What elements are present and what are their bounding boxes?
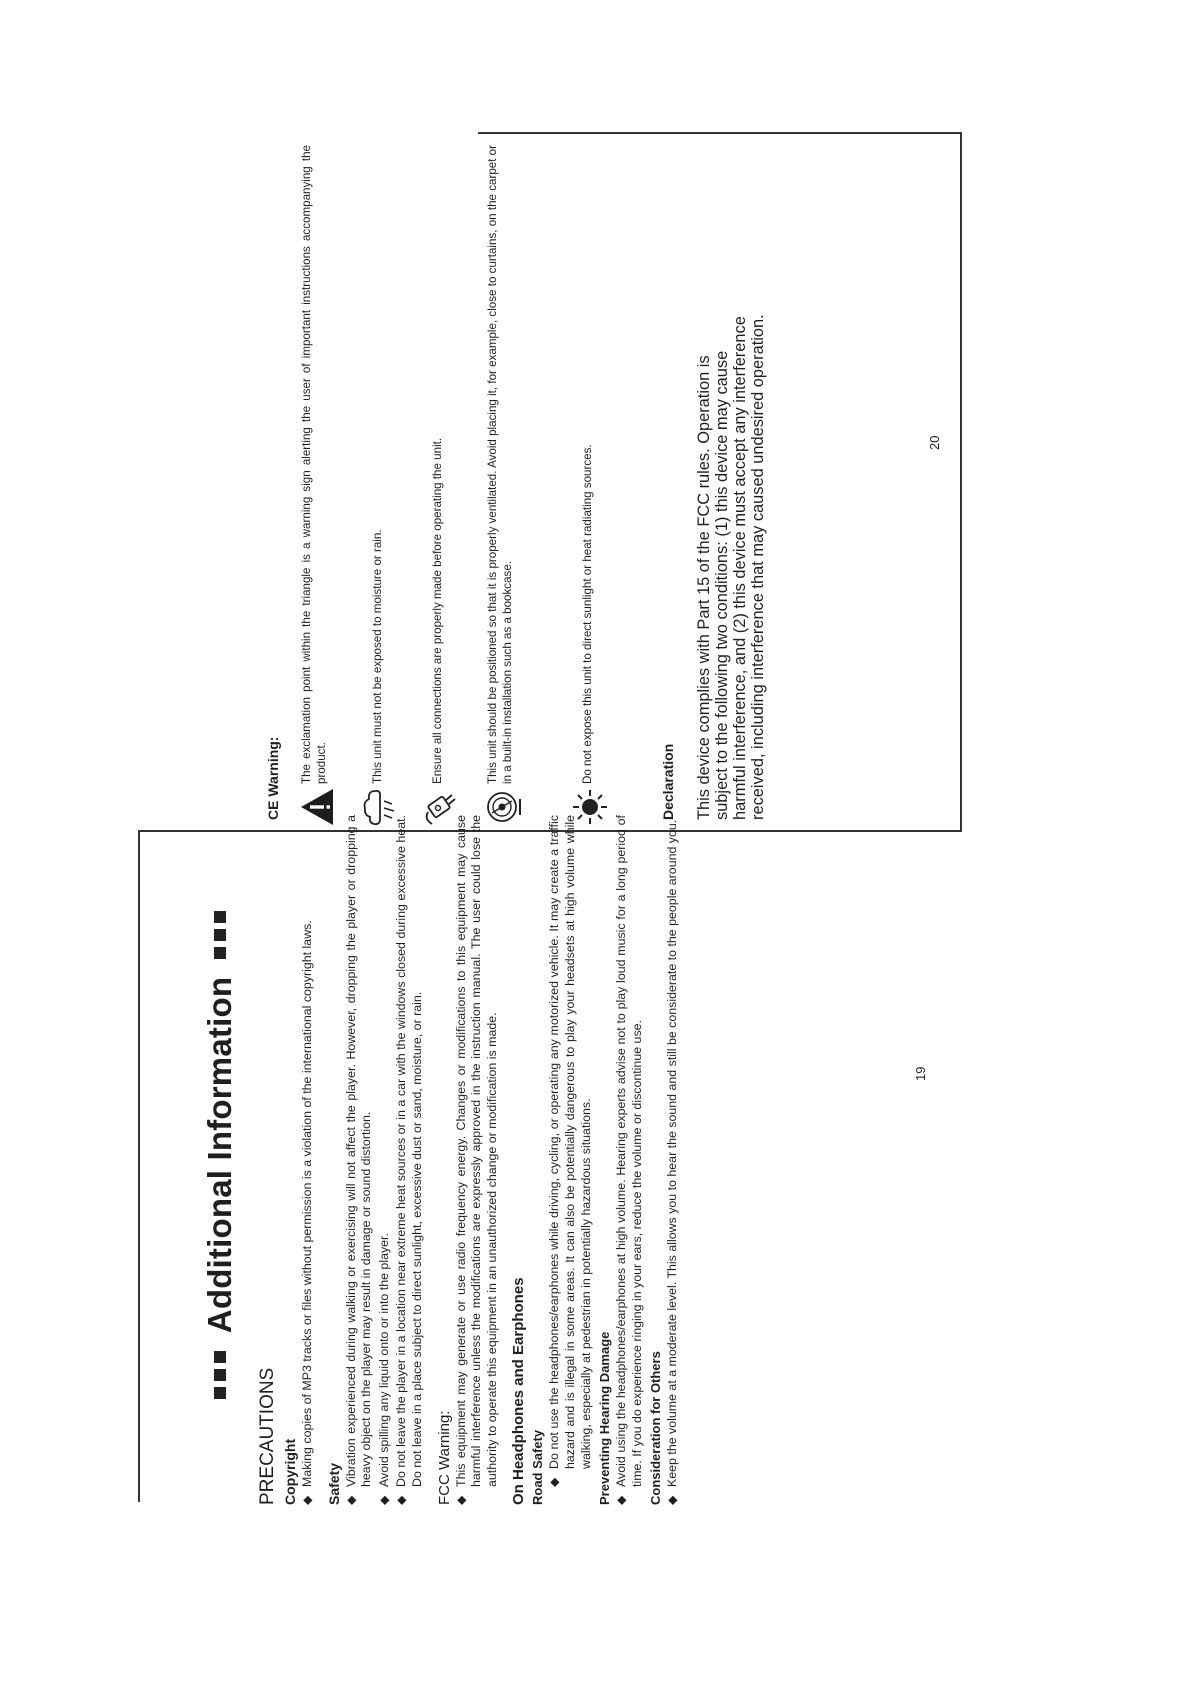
fcc-item-text: This equipment may generate or use radio frequency energy. Changes or modifications to this equipment may cause harmful interference unless the modifications are expressly approved in the instruction manual. The user could lose the authority to operate this equipment in an unauthorized change or modification is made. bbox=[453, 815, 499, 1487]
page-title: Additional Information bbox=[201, 976, 238, 1334]
safety-item-text: Avoid spilling any liquid onto or into the player. bbox=[376, 1233, 391, 1487]
frame-top-left-line bbox=[138, 830, 140, 1502]
safety-item-text: Vibration experienced during walking or exercising will not affect the player. However, dropping the player or dropping a heavy object on the player may result in damage or sound distortion. bbox=[343, 815, 374, 1487]
diamond-bullet-icon: ◆ bbox=[376, 1495, 391, 1505]
header-squares-left bbox=[214, 1351, 226, 1399]
headphones-heading: On Headphones and Earphones bbox=[510, 1277, 528, 1505]
precautions-heading: PRECAUTIONS bbox=[257, 1367, 278, 1505]
right-page bbox=[265, 145, 1065, 830]
rain-cloud-icon bbox=[360, 784, 400, 830]
left-page bbox=[197, 805, 997, 1505]
fcc-heading: FCC Warning: bbox=[435, 1410, 453, 1505]
hearing-damage-heading: Preventing Hearing Damage bbox=[597, 1331, 613, 1505]
ce-warning-heading: CE Warning: bbox=[265, 736, 281, 820]
list-item bbox=[360, 145, 400, 830]
list-item bbox=[483, 145, 523, 830]
list-item bbox=[614, 815, 645, 1505]
plug-connection-icon bbox=[420, 784, 460, 830]
diamond-bullet-icon: ◆ bbox=[343, 1495, 358, 1505]
list-item bbox=[377, 815, 393, 1505]
list-item bbox=[394, 815, 425, 1505]
safety-item-text: Do not leave the player in a location near extreme heat sources or in a car with the windows closed during excessive heat. Do not leave in a place subject to direct sunlight, excessive dust or sand, moisture, or rain. bbox=[394, 815, 424, 1487]
hearing-item-text: Avoid using the headphones/earphones at high volume. Hearing experts advise not to play loud music for a long period of time. If you do experience ringing in your ears, reduce the volume or discontinue use. bbox=[614, 815, 644, 1487]
diamond-bullet-icon: ◆ bbox=[665, 1495, 680, 1505]
ce-item-text: This unit must not be exposed to moisture or rain. bbox=[371, 529, 384, 784]
ce-item-text: The exclamation point within the triangle is a warning sign alerting the user of important instructions accompanying the product. bbox=[300, 145, 328, 784]
consideration-heading: Consideration for Others bbox=[648, 1351, 664, 1505]
page-header bbox=[197, 805, 243, 1505]
road-safety-heading: Road Safety bbox=[530, 1429, 546, 1505]
declaration-heading: Declaration bbox=[660, 743, 676, 820]
ventilation-fan-icon bbox=[483, 784, 523, 830]
list-item bbox=[300, 815, 316, 1505]
declaration-text: This device complies with Part 15 of the FCC rules. Operation is subject to the following two conditions: (1) this device may cause harmful interference, and (2) this device must accept any interference received, including interference that may caused undesired operation. bbox=[695, 314, 767, 820]
header-squares-right bbox=[214, 911, 226, 959]
precautions-section bbox=[257, 815, 683, 1505]
diamond-bullet-icon: ◆ bbox=[394, 1495, 409, 1505]
ce-item-text: Do not expose this unit to direct sunlight or heat radiating sources. bbox=[581, 444, 594, 784]
frame-right-page-side-line bbox=[478, 132, 962, 134]
list-item bbox=[297, 145, 337, 830]
list-item bbox=[344, 815, 375, 1505]
list-item bbox=[420, 145, 460, 830]
page-number-right: 20 bbox=[927, 435, 942, 450]
diamond-bullet-icon: ◆ bbox=[547, 1477, 562, 1487]
diamond-bullet-icon: ◆ bbox=[453, 1495, 468, 1505]
safety-heading: Safety bbox=[325, 1462, 342, 1505]
list-item bbox=[570, 145, 610, 830]
road-safety-item-text: Do not use the headphones/earphones while driving, cycling, or operating any motorized vehicle. It may create a traffic hazard and is illegal in some areas. It can also be potentially dangerous to play your headsets at high volume while walking, especially at pedestrian in potentially hazardous situations. bbox=[547, 815, 593, 1469]
warning-triangle-icon bbox=[297, 784, 337, 830]
ce-item-text: Ensure all connections are properly made before operating the unit. bbox=[431, 437, 444, 784]
list-item bbox=[454, 815, 501, 1505]
consideration-item-text: Keep the volume at a moderate level. This allows you to hear the sound and still be considerate to the people around you. bbox=[665, 819, 680, 1487]
copyright-item-text: Making copies of MP3 tracks or files without permission is a violation of the international copyright laws. bbox=[300, 920, 314, 1487]
list-item bbox=[547, 815, 594, 1505]
page-number-left: 19 bbox=[913, 1066, 928, 1081]
diamond-bullet-icon: ◆ bbox=[300, 1495, 314, 1505]
list-item bbox=[665, 815, 681, 1505]
copyright-heading: Copyright bbox=[282, 1438, 298, 1505]
ce-item-text: This unit should be positioned so that it is properly ventilated. Avoid placing it, for example, close to curtains, on the carpet or in a built-in installation such as a bookcase. bbox=[486, 145, 514, 784]
sun-heat-icon bbox=[570, 784, 610, 830]
diamond-bullet-icon: ◆ bbox=[614, 1495, 629, 1505]
